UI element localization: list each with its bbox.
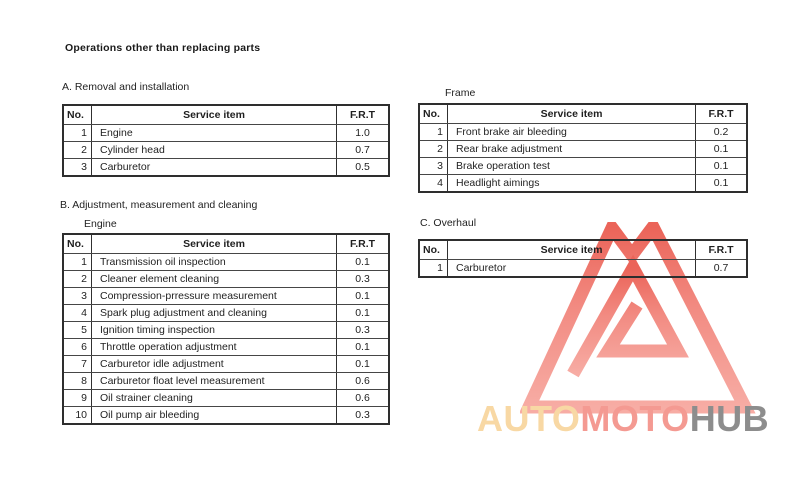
frt-value-cell: 0.3 [336,271,388,287]
brand-text-auto: AUTO [477,398,581,439]
engine-adjustment-table [62,233,390,425]
frt-value-cell: 0.1 [336,254,388,270]
frt-value-cell: 0.1 [695,175,746,191]
table-row [64,287,388,304]
table-row [64,141,388,158]
service-item-cell: Oil strainer cleaning [100,391,193,404]
table-row [420,174,746,191]
row-number-cell: 7 [64,356,92,372]
frt-value-cell: 0.7 [336,142,388,158]
service-item-cell: Transmission oil inspection [100,255,226,268]
table-row [64,124,388,141]
service-item-cell: Engine [100,126,133,139]
row-number-cell: 1 [420,124,448,140]
frt-value-cell: 0.1 [695,141,746,157]
table-row [64,372,388,389]
table-row [420,157,746,174]
col-header-no: No. [420,241,448,259]
table-row [64,321,388,338]
row-number-cell: 1 [64,125,92,141]
row-number-cell: 3 [420,158,448,174]
col-header-no: No. [420,105,448,123]
page-title: Operations other than replacing parts [65,42,261,54]
frt-value-cell: 0.1 [336,305,388,321]
service-item-cell: Oil pump air bleeding [100,408,200,421]
table-row [64,355,388,372]
frt-value-cell: 0.7 [695,260,746,276]
frt-value-cell: 0.1 [336,356,388,372]
table-row [64,389,388,406]
table-header-row [420,241,746,259]
row-number-cell: 4 [64,305,92,321]
table-row [64,406,388,423]
service-item-cell: Front brake air bleeding [456,125,567,138]
section-c-label: C. Overhaul [420,217,477,229]
service-item-cell: Cylinder head [100,143,165,156]
table-header-row [420,105,746,123]
service-item-cell: Carburetor float level measurement [100,374,265,387]
col-header-service-item: Service item [183,108,245,121]
table-row [64,253,388,270]
row-number-cell: 5 [64,322,92,338]
overhaul-table [418,239,748,278]
removal-installation-table [62,104,390,177]
service-item-cell: Ignition timing inspection [100,323,215,336]
brand-text-moto: MOTO [580,398,690,439]
frt-value-cell: 0.1 [336,288,388,304]
col-header-service-item: Service item [183,237,245,250]
service-item-cell: Cleaner element cleaning [100,272,220,285]
table-row [64,338,388,355]
frt-value-cell: 1.0 [336,125,388,141]
table-row [420,123,746,140]
col-header-no: No. [64,235,92,253]
row-number-cell: 9 [64,390,92,406]
service-item-cell: Compression-prressure measurement [100,289,277,302]
frt-value-cell: 0.1 [336,339,388,355]
section-b-label: B. Adjustment, measurement and cleaning [60,199,258,211]
row-number-cell: 1 [64,254,92,270]
col-header-frt: F.R.T [695,241,746,259]
service-item-cell: Carburetor [100,160,151,173]
col-header-frt: F.R.T [336,106,388,124]
section-a-label: A. Removal and installation [62,81,190,93]
table-header-row [64,106,388,124]
col-header-service-item: Service item [540,243,603,256]
frt-value-cell: 0.5 [336,159,388,175]
frt-value-cell: 0.2 [695,124,746,140]
row-number-cell: 6 [64,339,92,355]
service-item-cell: Spark plug adjustment and cleaning [100,306,267,319]
table-row [64,270,388,287]
engine-sublabel: Engine [84,218,117,230]
row-number-cell: 1 [420,260,448,276]
service-item-cell: Throttle operation adjustment [100,340,237,353]
table-row [64,304,388,321]
table-row [64,158,388,175]
brand-text-hub: HUB [689,398,770,439]
col-header-frt: F.R.T [695,105,746,123]
row-number-cell: 2 [64,142,92,158]
frt-value-cell: 0.6 [336,373,388,389]
col-header-no: No. [64,106,92,124]
row-number-cell: 3 [64,159,92,175]
frt-value-cell: 0.6 [336,390,388,406]
service-item-cell: Brake operation test [456,159,550,172]
table-row [420,140,746,157]
col-header-frt: F.R.T [336,235,388,253]
table-row [420,259,746,276]
service-item-cell: Carburetor idle adjustment [100,357,224,370]
frame-section-label: Frame [445,87,476,99]
frame-table [418,103,748,193]
service-item-cell: Rear brake adjustment [456,142,563,155]
frt-value-cell: 0.3 [336,322,388,338]
row-number-cell: 3 [64,288,92,304]
row-number-cell: 10 [64,407,92,423]
frt-value-cell: 0.3 [336,407,388,423]
row-number-cell: 2 [420,141,448,157]
row-number-cell: 2 [64,271,92,287]
row-number-cell: 8 [64,373,92,389]
service-item-cell: Headlight aimings [456,176,540,189]
service-item-cell: Carburetor [456,261,507,274]
frt-value-cell: 0.1 [695,158,746,174]
row-number-cell: 4 [420,175,448,191]
table-header-row [64,235,388,253]
col-header-service-item: Service item [540,107,603,120]
